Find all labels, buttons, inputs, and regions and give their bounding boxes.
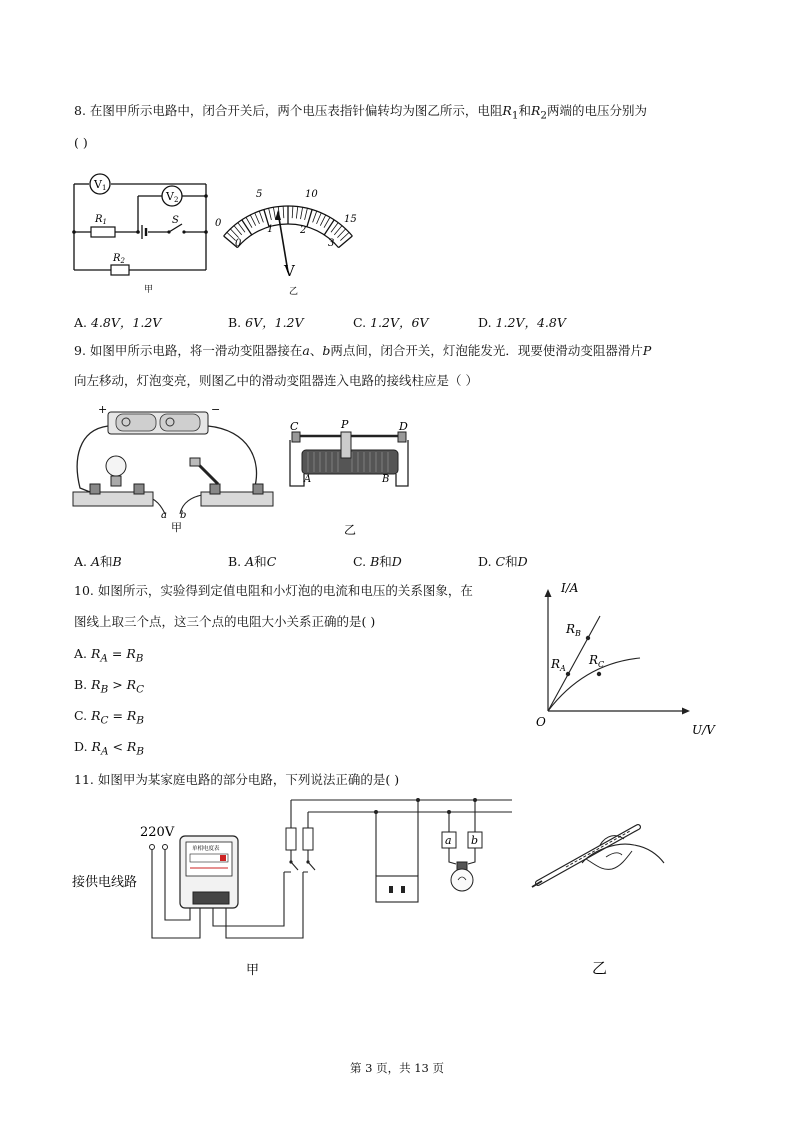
- q9-fig-a-caption: 甲: [171, 521, 182, 534]
- q10-option-d[interactable]: D. $R_A < R_B$: [74, 739, 144, 758]
- dial-tick: [320, 215, 325, 226]
- q8-stem-text: 8. 在图甲所示电路中，闭合开关后，两个电压表指针偏转均为图乙所示，电阻: [74, 103, 503, 118]
- q8-option-b[interactable]: B. 6V，1.2V: [228, 315, 304, 330]
- rc-label: $R_C$: [589, 653, 605, 669]
- q11-household-circuit: [68, 792, 520, 982]
- q10-iu-graph: [530, 578, 730, 738]
- r2-label: $R_2$: [113, 253, 125, 265]
- q11-test-pen-picture: [530, 815, 670, 985]
- q9-stem: 9. 如图甲所示电路，将一滑动变阻器接在a、b两点间，闭合开关，灯泡能发光．现要使滑动变阻器滑片P: [74, 343, 652, 358]
- v2-label: V2: [166, 190, 179, 204]
- inner-tick-3: 3: [328, 238, 335, 249]
- dial-tick: [283, 206, 284, 218]
- switch-label: S: [172, 215, 179, 226]
- q8-fig-b-caption: 乙: [289, 287, 299, 297]
- point-rc: [597, 672, 601, 676]
- dial-tick: [324, 217, 330, 227]
- q9-option-c[interactable]: C. B和D: [353, 554, 402, 569]
- point-rb: [586, 636, 590, 640]
- q8-stem-text-end: 两端的电压分别为: [547, 103, 648, 118]
- box-a-label: a: [445, 834, 452, 847]
- q9-circuit-picture: [68, 400, 278, 535]
- v1-label: V1: [94, 178, 107, 192]
- ra-label: $R_A$: [551, 657, 566, 673]
- voltage-label: 220V: [140, 825, 175, 840]
- q9-rheostat-picture: [286, 416, 416, 541]
- q9-option-b[interactable]: B. A和C: [228, 554, 277, 569]
- outer-tick-15: 15: [344, 214, 357, 225]
- inner-tick-0: 0: [235, 238, 242, 249]
- q8-answer-paren: ( ): [74, 135, 88, 150]
- socket-icon: [376, 876, 418, 902]
- r1-label: $R_1$: [95, 214, 107, 226]
- outer-tick-0: 0: [215, 218, 222, 229]
- terminal-c-label: C: [290, 420, 299, 433]
- inner-tick-1: 1: [267, 224, 274, 235]
- terminal-a-label: A: [304, 474, 312, 485]
- q8-option-d[interactable]: D. 1.2V，4.8V: [478, 315, 566, 330]
- dial-tick: [273, 207, 275, 219]
- dial-tick: [259, 211, 263, 222]
- q8-circuit-diagram: [66, 168, 216, 298]
- q10-option-c[interactable]: C. $R_C = R_B$: [74, 708, 144, 727]
- dial-tick: [317, 213, 322, 224]
- q8-r2: R: [530, 103, 541, 118]
- fuse-2-icon: [303, 828, 313, 850]
- q11-stem: 11. 如图甲为某家庭电路的部分电路，下列说法正确的是( ): [74, 772, 400, 787]
- q9-fig-b-caption: 乙: [344, 523, 357, 537]
- dial-tick: [301, 207, 303, 219]
- q9-option-d[interactable]: D. C和D: [478, 554, 528, 569]
- dial-tick: [307, 210, 312, 227]
- lamp-icon: [451, 869, 473, 891]
- q8-r2-sub: 2: [540, 109, 548, 122]
- dial-tick: [246, 217, 252, 227]
- dial-tick: [242, 220, 252, 235]
- point-a-label: a: [161, 510, 167, 521]
- dial-tick: [292, 206, 293, 218]
- dial-tick: [305, 208, 308, 220]
- supply-label: 接供电线路: [72, 875, 138, 890]
- slider-p-label: P: [341, 418, 349, 431]
- point-ra: [566, 672, 570, 676]
- dial-tick: [296, 207, 297, 219]
- q8-voltmeter-dial: [212, 180, 362, 300]
- origin-label: O: [536, 715, 546, 729]
- dial-tick: [339, 236, 353, 248]
- fuse-1-icon: [286, 828, 296, 850]
- q10-stem-line1: 10. 如图所示，实验得到定值电阻和小灯泡的电流和电压的关系图象，在: [74, 583, 473, 598]
- resistor-r1-icon: [91, 227, 115, 237]
- dial-tick: [269, 208, 272, 220]
- dial-tick: [255, 213, 260, 224]
- point-b-label: b: [180, 510, 187, 521]
- q10-option-b[interactable]: B. $R_B > R_C$: [74, 677, 145, 696]
- q8-option-c[interactable]: C. 1.2V，6V: [353, 315, 429, 330]
- q11-fig-a-caption: 甲: [246, 963, 260, 978]
- meter-title: 单相电度表: [192, 846, 220, 852]
- light-bulb-icon: [106, 456, 126, 476]
- terminal-d-label: D: [399, 420, 408, 433]
- q8-r1-sub: 1: [511, 109, 519, 122]
- q8-stem: [74, 101, 647, 126]
- q8-r1: R: [502, 103, 512, 118]
- outer-tick-5: 5: [256, 189, 263, 200]
- q8-fig-a-caption: 甲: [144, 285, 154, 295]
- terminal-b-label: B: [382, 474, 390, 485]
- resistor-r2-icon: [111, 265, 129, 275]
- box-b-label: b: [471, 834, 479, 847]
- page-footer: 第 3 页，共 13 页: [349, 1061, 445, 1075]
- inner-tick-2: 2: [300, 225, 307, 236]
- battery-plus-label: +: [98, 403, 108, 416]
- q11-fig-b-caption: 乙: [592, 959, 608, 977]
- q9-option-a[interactable]: A. A和B: [74, 554, 122, 569]
- battery-minus-label: −: [211, 403, 221, 416]
- slider-p[interactable]: [341, 432, 351, 458]
- dial-tick: [250, 215, 255, 226]
- q9-stem-line2: 向左移动，灯泡变亮，则图乙中的滑动变阻器连入电路的接线柱应是（ ）: [74, 373, 478, 388]
- outer-tick-10: 10: [305, 189, 318, 200]
- q8-and: 和: [518, 103, 531, 118]
- q10-stem-line2: 图线上取三个点，这三个点的电阻大小关系正确的是( ): [74, 614, 376, 629]
- dial-tick: [324, 220, 334, 235]
- q8-option-a[interactable]: A. 4.8V，1.2V: [74, 315, 162, 330]
- dial-unit: V: [284, 262, 295, 280]
- rb-label: $R_B$: [566, 622, 581, 638]
- hand-outline: [582, 844, 664, 863]
- y-axis-label: I/A: [561, 581, 579, 595]
- dial-tick: [313, 211, 317, 222]
- q10-option-a[interactable]: A. $R_A = R_B$: [74, 646, 144, 665]
- x-axis-label: U/V: [692, 723, 715, 737]
